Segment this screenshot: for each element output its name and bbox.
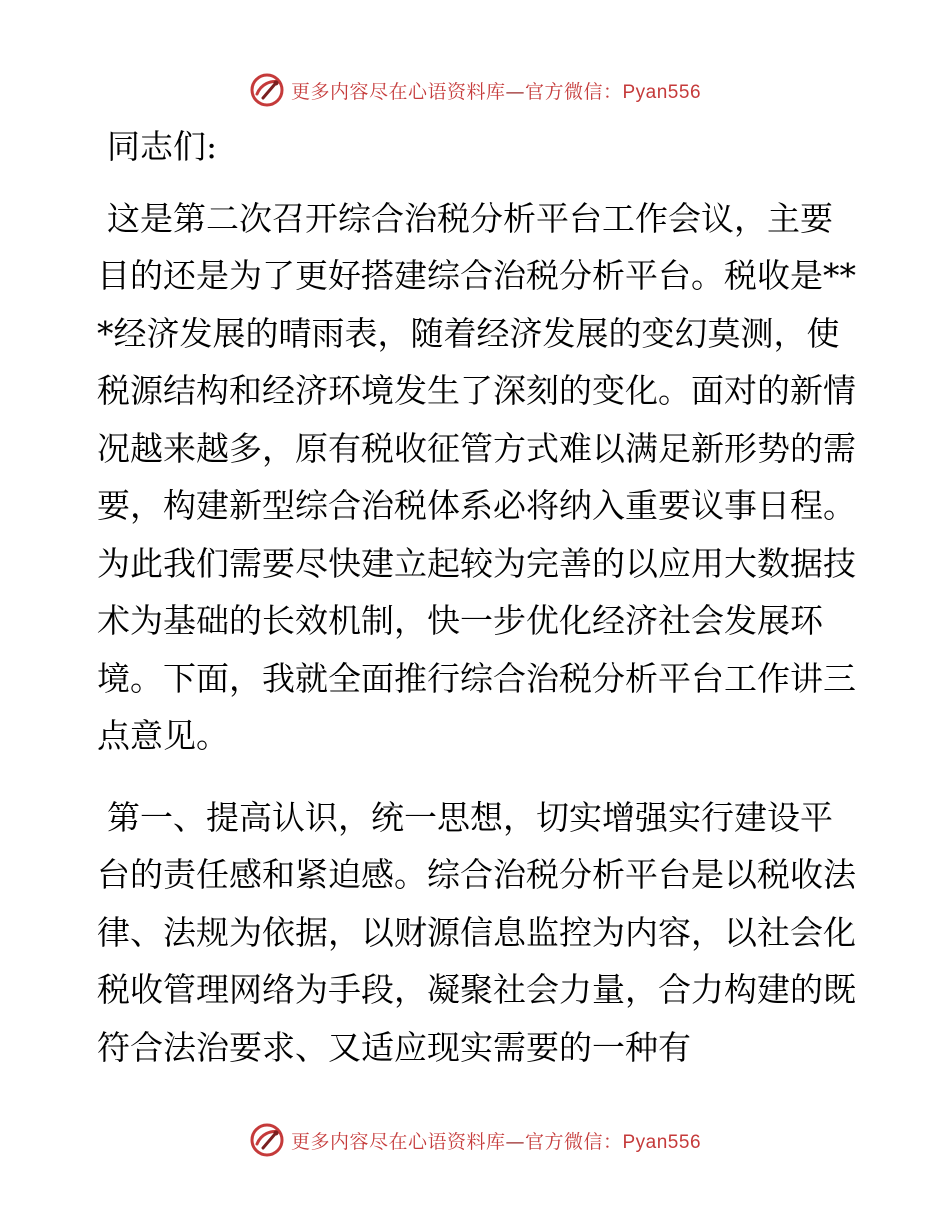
- banner-wechat-id: Pyan556: [622, 81, 702, 103]
- header-banner: [0, 70, 950, 110]
- banner-text: [291, 1127, 701, 1154]
- footer-banner: [0, 1120, 950, 1160]
- banner-main-text: 更多内容尽在心语资料库: [290, 80, 506, 103]
- banner-dash: —: [505, 1130, 525, 1153]
- paragraph-1: 这是第二次召开综合治税分析平台工作会议，主要目的还是为了更好搭建综合治税分析平台。税收是***经济发展的晴雨表，随着经济发展的变幻莫测，使税源结构和经济环境发生了深刻的变化。面对的新情况越来越多，原有税收征管方式难以满足新形势的需要，构建新型综合治税体系必将纳入重要议事日程。 为此我们需要尽快建立起较为完善的以应用大数据技术为基础的长效机制，快一步优化经济社会发展环境。下面，我就全面推行综合治税分析平台工作讲三点意见。: [97, 198, 856, 755]
- logo-icon: [249, 1122, 285, 1158]
- logo-icon: [249, 72, 285, 108]
- banner-dash: —: [505, 80, 525, 103]
- banner-wechat-label: 官方微信：: [524, 1130, 623, 1153]
- banner-wechat-id: Pyan556: [622, 1131, 702, 1153]
- greeting: 同志们:: [107, 127, 218, 166]
- banner-main-text: 更多内容尽在心语资料库: [290, 1130, 506, 1153]
- banner-wechat-label: 官方微信：: [524, 80, 623, 103]
- document-body: [97, 118, 857, 1100]
- paragraph-2: 第一、提高认识，统一思想，切实增强实行建设平台的责任感和紧迫感。综合治税分析平台是以税收法律、法规为依据，以财源信息监控为内容，以社会化税收管理网络为手段，凝聚社会力量，合力构建的既符合法治要求、又适应现实需要的一种有: [97, 797, 856, 1067]
- banner-text: [291, 77, 701, 104]
